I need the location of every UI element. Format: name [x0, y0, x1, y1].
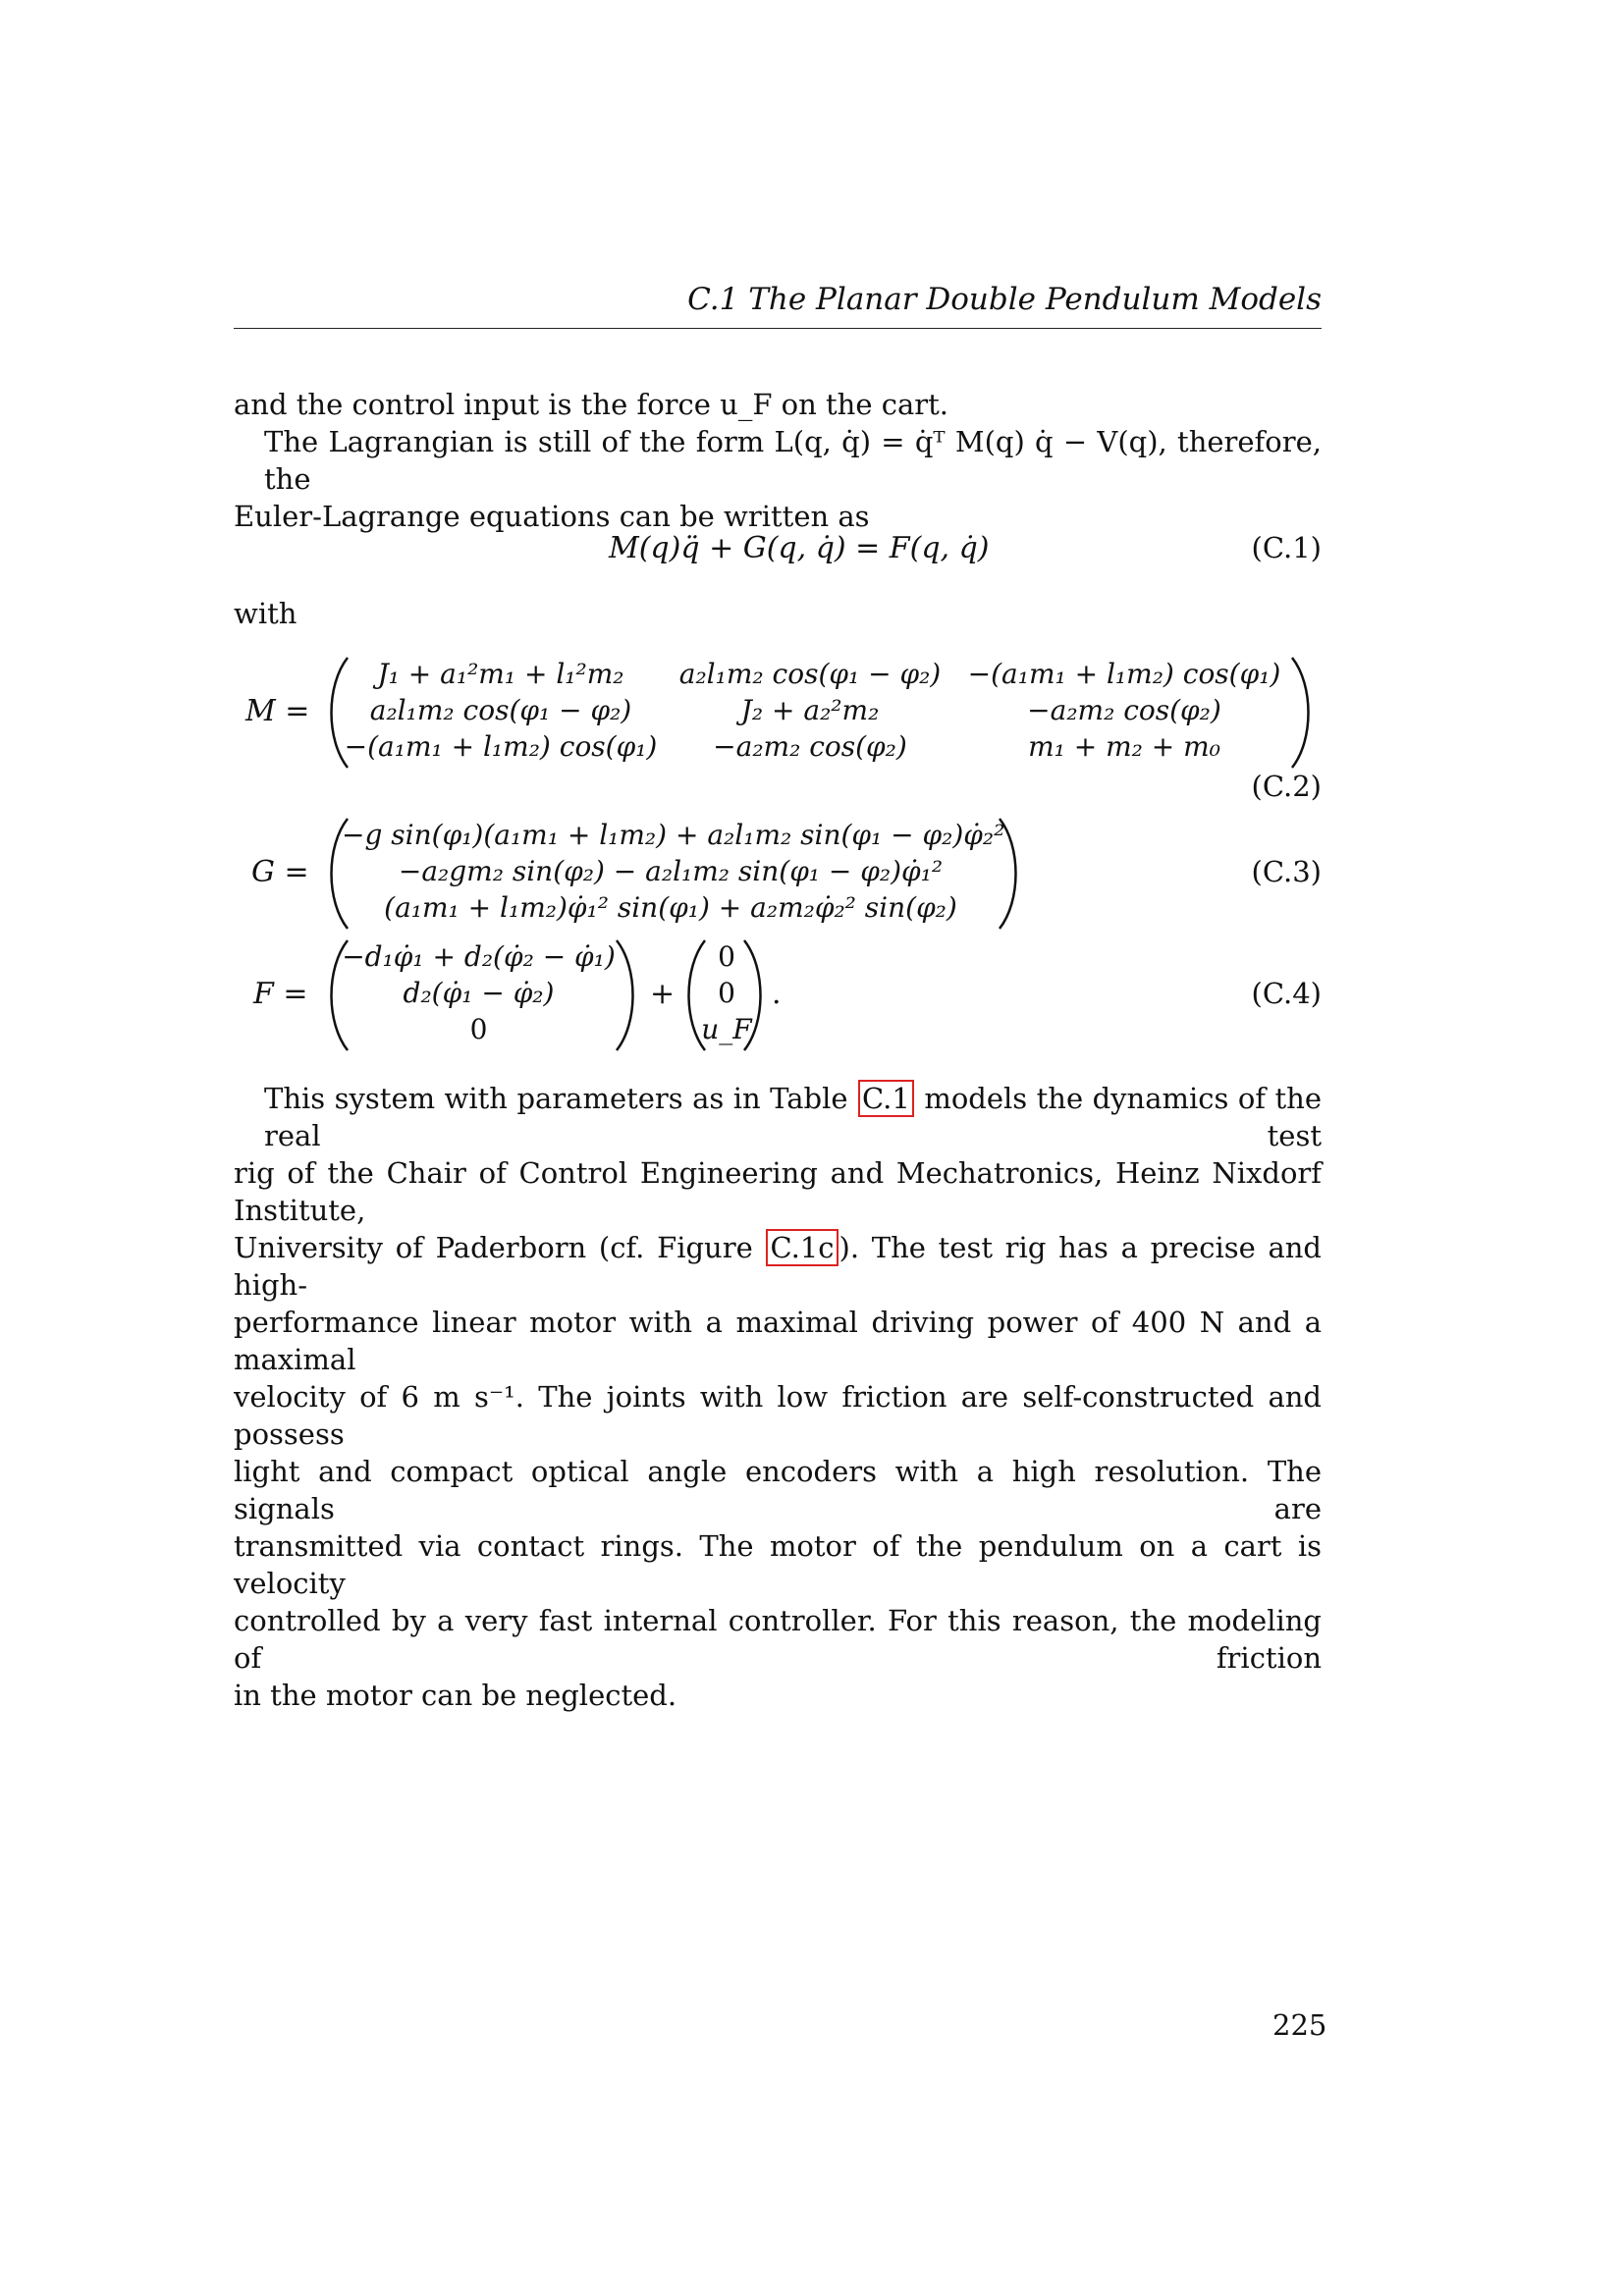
- equation-c1: M(q)q̈ + G(q, q̇) = F(q, q̇): [609, 531, 990, 565]
- body-line-9: in the motor can be neglected.: [234, 1679, 677, 1712]
- intro-line-1: and the control input is the force u_F on the cart.: [234, 388, 948, 421]
- matrix-m-cell-32: −a₂m₂ cos(φ₂): [713, 730, 907, 763]
- vector-f-left-row-3: 0: [469, 1013, 488, 1045]
- equation-number-c2: (C.2): [1251, 770, 1322, 803]
- vector-f-left-row-2: d₂(φ̇₁ − φ̇₂): [403, 977, 555, 1009]
- body-line-2: rig of the Chair of Control Engineering and Mechatronics, Heinz Nixdorf Institute,: [234, 1156, 1322, 1227]
- matrix-m-cell-31: −(a₁m₁ + l₁m₂) cos(φ₁): [344, 730, 658, 763]
- figure-ref-link[interactable]: C.1c: [766, 1229, 838, 1266]
- body-line-8: controlled by a very fast internal controller. For this reason, the modeling of friction: [234, 1604, 1322, 1675]
- body-line-6: light and compact optical angle encoders with a high resolution. The signals are: [234, 1455, 1322, 1525]
- vector-g-row-2: −a₂gm₂ sin(φ₂) − a₂l₁m₂ sin(φ₁ − φ₂)φ̇₁²: [398, 855, 944, 887]
- plus-sign: +: [650, 977, 676, 1011]
- body-paragraph: [234, 1080, 1322, 1714]
- header-rule: [234, 328, 1322, 329]
- body-line-5: velocity of 6 m s⁻¹. The joints with low friction are self-constructed and possess: [234, 1380, 1322, 1451]
- matrix-m-cell-23: −a₂m₂ cos(φ₂): [1027, 694, 1221, 726]
- equation-number-c4: (C.4): [1251, 977, 1322, 1010]
- matrix-m-cell-12: a₂l₁m₂ cos(φ₁ − φ₂): [678, 658, 942, 690]
- equation-label-m: M =: [245, 694, 310, 728]
- running-header: C.1 The Planar Double Pendulum Models: [687, 282, 1322, 317]
- intro-line-3: Euler-Lagrange equations can be written as: [234, 500, 870, 533]
- equation-number-c3: (C.3): [1251, 855, 1322, 888]
- vector-g-row-1: −g sin(φ₁)(a₁m₁ + l₁m₂) + a₂l₁m₂ sin(φ₁ − φ₂)φ̇₂²: [342, 819, 1005, 851]
- intro-paragraph: [234, 386, 1322, 535]
- equation-label-f: F =: [253, 977, 308, 1011]
- with-word: with: [234, 597, 298, 630]
- intro-line-2: The Lagrangian is still of the form L(q, q̇) = q̇ᵀ M(q) q̇ − V(q), therefore, the: [264, 425, 1322, 496]
- body-line-3: University of Paderborn (cf. Figure C.1c ). The test rig has a precise and high-: [234, 1231, 1322, 1302]
- matrix-m-cell-11: J₁ + a₁²m₁ + l₁²m₂: [377, 658, 624, 690]
- equation-number-c1: (C.1): [1251, 531, 1322, 564]
- vector-f-right-row-1: 0: [718, 940, 735, 973]
- body-line-7: transmitted via contact rings. The motor of the pendulum on a cart is velocity: [234, 1529, 1322, 1600]
- equation-label-g: G =: [251, 855, 309, 889]
- matrix-m-cell-13: −(a₁m₁ + l₁m₂) cos(φ₁): [967, 658, 1281, 690]
- matrix-m-cell-33: m₁ + m₂ + m₀: [1028, 730, 1220, 763]
- body-line-4: performance linear motor with a maximal driving power of 400 N and a maximal: [234, 1306, 1322, 1376]
- body-line-1: This system with parameters as in Table C.1 models the dynamics of the real test: [264, 1082, 1322, 1152]
- vector-f-right-row-3: u_F: [701, 1013, 752, 1045]
- vector-f-right-row-2: 0: [718, 977, 735, 1009]
- equation-period: .: [772, 977, 782, 1011]
- vector-f-left-row-1: −d₁φ̇₁ + d₂(φ̇₂ − φ̇₁): [342, 940, 616, 973]
- matrix-m-cell-21: a₂l₁m₂ cos(φ₁ − φ₂): [369, 694, 632, 726]
- matrix-m-cell-22: J₂ + a₂²m₂: [740, 694, 880, 726]
- table-ref-link[interactable]: C.1: [858, 1080, 914, 1117]
- vector-g-row-3: (a₁m₁ + l₁m₂)φ̇₁² sin(φ₁) + a₂m₂φ̇₂² sin(φ₂): [384, 891, 957, 924]
- page-number: 225: [1272, 2008, 1327, 2042]
